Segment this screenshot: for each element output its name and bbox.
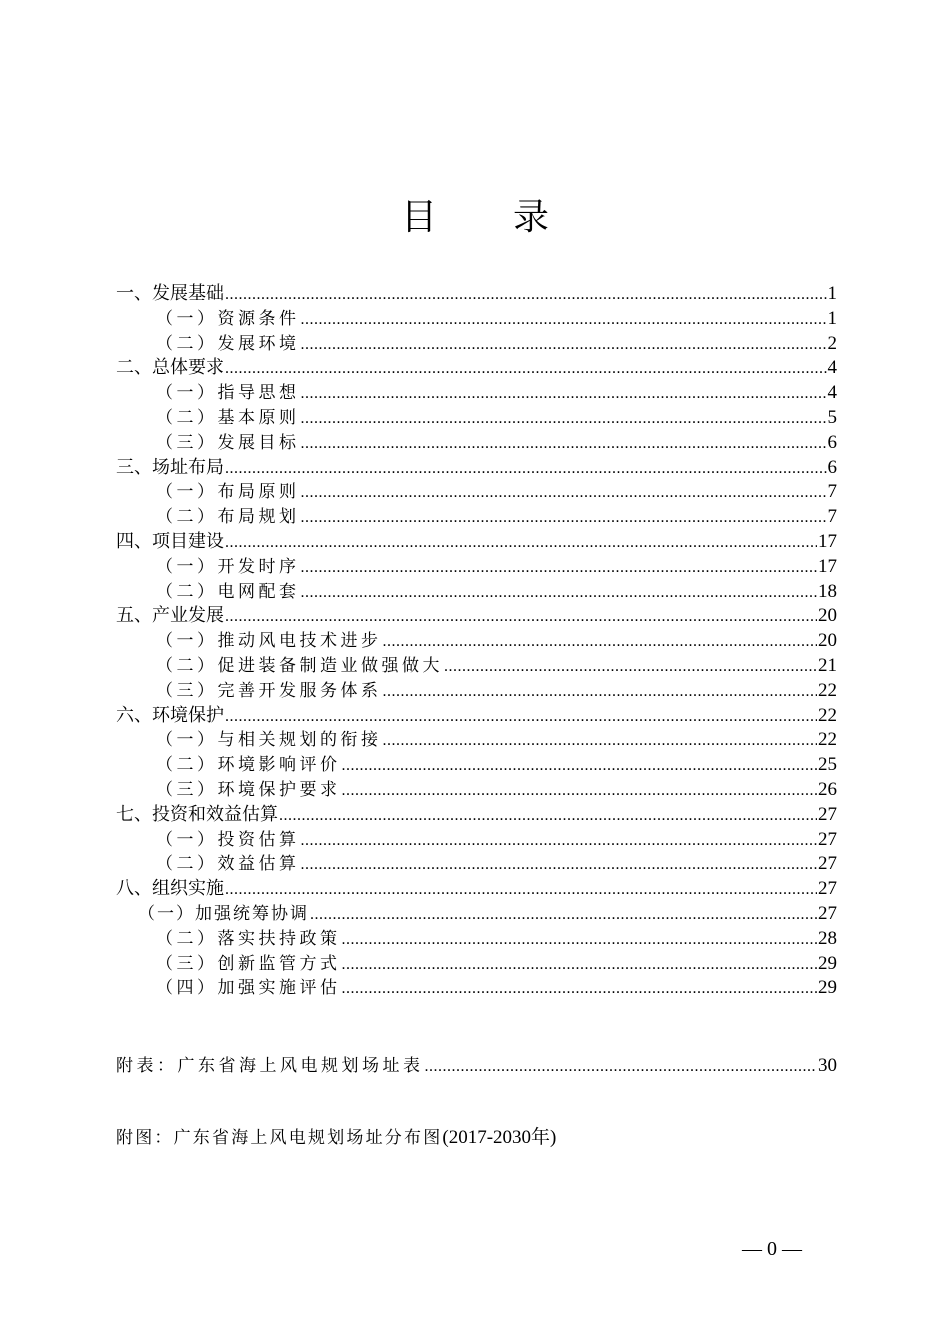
- toc-entry-label: 三、场址布局: [116, 456, 224, 478]
- toc-entry-page: 4: [827, 382, 837, 404]
- dot-leader: [383, 680, 818, 704]
- toc-entry-label: 七、投资和效益估算: [116, 803, 278, 825]
- dot-leader: [301, 407, 827, 431]
- toc-entry-subsection[interactable]: [116, 332, 837, 357]
- toc-entry-subsection[interactable]: [116, 753, 837, 778]
- dot-leader: [301, 581, 818, 605]
- dot-leader: [225, 531, 817, 555]
- dot-leader: [383, 729, 818, 753]
- toc-entry-label: （三）环境保护要求: [156, 779, 341, 800]
- toc-entry-label: （一）加强统筹协调: [138, 903, 309, 924]
- toc-entry-appendix-map[interactable]: [116, 1124, 837, 1152]
- dot-leader: [301, 506, 827, 530]
- toc-entry-page: 27: [818, 853, 837, 875]
- toc-entry-label: 一、发展基础: [116, 283, 224, 304]
- toc-entry-subsection[interactable]: [116, 406, 837, 431]
- toc-entry-page: 21: [818, 654, 837, 676]
- toc-entry-page: 20: [818, 605, 837, 627]
- toc-entry-page: 2: [827, 332, 837, 354]
- toc-entry-label: （二）电网配套: [156, 581, 300, 602]
- page-title: 目录: [400, 197, 625, 238]
- toc-entry-subsection[interactable]: [116, 307, 837, 332]
- toc-entry-label: （三）完善开发服务体系: [156, 680, 382, 701]
- dot-leader: [301, 333, 827, 357]
- toc-entry-section-4[interactable]: [116, 530, 837, 555]
- dot-leader: [342, 928, 818, 952]
- dot-leader: [425, 1053, 818, 1081]
- dot-leader: [342, 953, 818, 977]
- toc-entry-label: （一）资源条件: [156, 308, 300, 329]
- toc-entry-page: 30: [818, 1055, 837, 1076]
- toc-entry-page: 25: [818, 754, 837, 776]
- toc-entry-label: 六、环境保护: [116, 704, 224, 726]
- dot-leader: [225, 705, 817, 729]
- dot-leader: [225, 357, 827, 381]
- toc-entry-label: 五、产业发展: [116, 605, 224, 627]
- toc-entry-subsection[interactable]: [116, 852, 837, 877]
- dot-leader: [301, 829, 818, 853]
- dot-leader: [225, 457, 827, 481]
- toc-entry-section-8[interactable]: [116, 877, 837, 902]
- toc-entry-page: 1: [827, 283, 837, 304]
- dot-leader: [225, 283, 827, 307]
- toc-entry-page: 6: [827, 456, 837, 478]
- toc-entry-label: （二）效益估算: [156, 854, 300, 875]
- toc-entry-subsection[interactable]: [116, 431, 837, 456]
- toc-entry-label: （一）指导思想: [156, 383, 300, 404]
- toc-entry-page: 28: [818, 927, 837, 949]
- toc-entry-page: 22: [818, 704, 837, 726]
- toc-entry-page: 17: [818, 555, 837, 577]
- toc-entry-subsection[interactable]: [116, 381, 837, 406]
- toc-entry-page: 27: [818, 828, 837, 850]
- table-of-contents: [116, 282, 837, 1001]
- dot-leader: [301, 556, 818, 580]
- toc-entry-label: （一）布局原则: [156, 482, 300, 503]
- dot-leader: [301, 308, 827, 332]
- dot-leader: [301, 853, 818, 877]
- toc-entry-page: 7: [827, 481, 837, 503]
- toc-entry-page: 27: [818, 878, 837, 900]
- toc-entry-label: 附表：广东省海上风电规划场址表: [116, 1056, 424, 1076]
- appendix-map-years: (2017-2030年): [442, 1127, 557, 1148]
- toc-entry-label: （一）与相关规划的衔接: [156, 730, 382, 751]
- toc-entry-label: 四、项目建设: [116, 530, 224, 552]
- dot-leader: [342, 977, 818, 1001]
- dot-leader: [342, 754, 818, 778]
- toc-entry-label: 八、组织实施: [116, 878, 224, 900]
- toc-entry-section-3[interactable]: [116, 456, 837, 481]
- toc-entry-subsection[interactable]: [116, 580, 837, 605]
- toc-entry-subsection[interactable]: [116, 902, 837, 927]
- dot-leader: [444, 655, 817, 679]
- toc-entry-subsection[interactable]: [116, 480, 837, 505]
- toc-entry-page: 5: [827, 406, 837, 428]
- toc-entry-subsection[interactable]: [116, 555, 837, 580]
- toc-entry-label: （三）创新监管方式: [156, 953, 341, 974]
- toc-entry-page: 1: [827, 307, 837, 329]
- toc-entry-label: （四）加强实施评估: [156, 978, 341, 999]
- toc-entry-section-7[interactable]: [116, 803, 837, 828]
- dot-leader: [310, 903, 817, 927]
- toc-entry-page: 27: [818, 803, 837, 825]
- dot-leader: [279, 804, 817, 828]
- toc-entry-label: （二）布局规划: [156, 507, 300, 528]
- dot-leader: [383, 630, 818, 654]
- toc-entry-label: （二）发展环境: [156, 333, 300, 354]
- toc-entry-label: （二）基本原则: [156, 407, 300, 428]
- toc-entry-subsection[interactable]: [116, 976, 837, 1001]
- toc-entry-page: 17: [818, 530, 837, 552]
- toc-entry-label: （二）环境影响评价: [156, 755, 341, 776]
- toc-entry-label: （一）开发时序: [156, 556, 300, 577]
- toc-entry-subsection[interactable]: [116, 927, 837, 952]
- toc-entry-label: （二）促进装备制造业做强做大: [156, 655, 443, 676]
- toc-entry-section-5[interactable]: [116, 604, 837, 629]
- dot-leader: [225, 605, 817, 629]
- toc-entry-page: 22: [818, 729, 837, 751]
- page-number-footer: — 0 —: [742, 1238, 802, 1260]
- toc-entry-page: 29: [818, 952, 837, 974]
- toc-entry-appendix-table[interactable]: [116, 1052, 837, 1081]
- toc-entry-section-2[interactable]: [116, 356, 837, 381]
- toc-entry-subsection[interactable]: [116, 728, 837, 753]
- toc-entry-page: 6: [827, 431, 837, 453]
- toc-entry-page: 29: [818, 977, 837, 999]
- toc-entry-section-6[interactable]: [116, 704, 837, 729]
- dot-leader: [301, 432, 827, 456]
- dot-leader: [301, 382, 827, 406]
- toc-entry-page: 18: [818, 580, 837, 602]
- toc-entry-label: 附图：广东省海上风电规划场址分布图: [116, 1128, 443, 1148]
- toc-entry-subsection[interactable]: [116, 679, 837, 704]
- toc-entry-section-1[interactable]: [116, 282, 837, 307]
- toc-entry-page: 27: [818, 902, 837, 924]
- toc-entry-subsection[interactable]: [116, 778, 837, 803]
- toc-entry-label: （二）落实扶持政策: [156, 928, 341, 949]
- toc-entry-page: 7: [827, 506, 837, 528]
- toc-entry-subsection[interactable]: [116, 629, 837, 654]
- toc-entry-subsection[interactable]: [116, 505, 837, 530]
- toc-entry-label: （三）发展目标: [156, 432, 300, 453]
- toc-entry-subsection[interactable]: [116, 654, 837, 679]
- toc-entry-subsection[interactable]: [116, 828, 837, 853]
- toc-entry-label: 二、总体要求: [116, 357, 224, 379]
- toc-entry-subsection[interactable]: [116, 952, 837, 977]
- toc-entry-page: 22: [818, 679, 837, 701]
- dot-leader: [342, 779, 818, 803]
- toc-entry-label: （一）投资估算: [156, 829, 300, 850]
- dot-leader: [225, 878, 817, 902]
- toc-entry-page: 4: [827, 357, 837, 379]
- toc-entry-page: 20: [818, 630, 837, 652]
- dot-leader: [301, 481, 827, 505]
- toc-entry-page: 26: [818, 778, 837, 800]
- toc-entry-label: （一）推动风电技术进步: [156, 631, 382, 652]
